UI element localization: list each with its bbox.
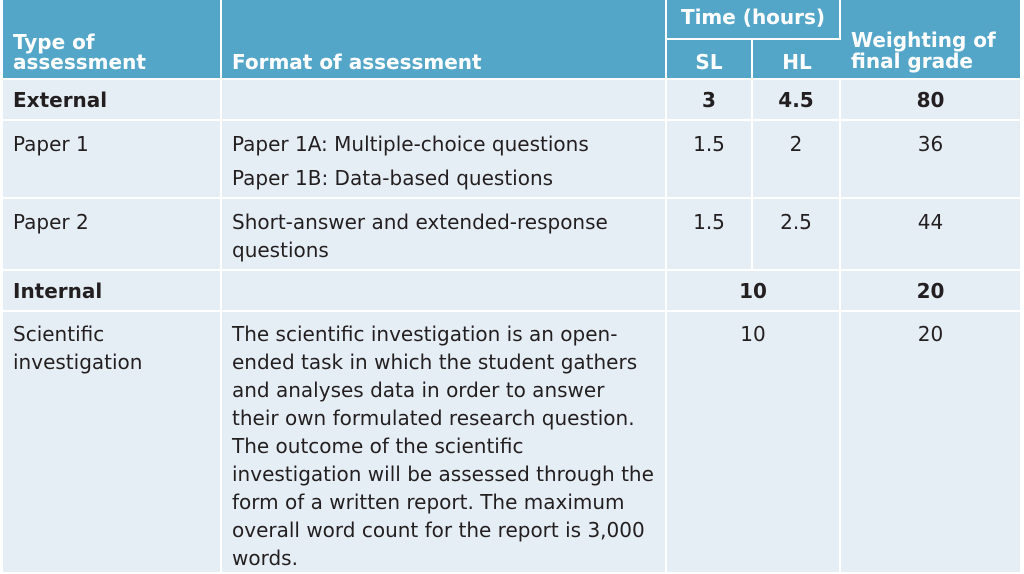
external-sl: 3 <box>667 80 753 121</box>
paper1-format <box>222 121 667 199</box>
header-format-of-assessment: Format of assessment <box>222 0 667 80</box>
paper1-sl: 1.5 <box>667 121 753 199</box>
external-weighting: 80 <box>841 80 1020 121</box>
header-weighting-line2: final grade <box>851 49 973 73</box>
paper1-format-line1: Paper 1A: Multiple-choice questions <box>232 132 589 156</box>
scientific-format: The scientific investigation is an open-ended task in which the student gathers and analyses data in order to answer their own formulated research question. The outcome of the scientific investigation will be assessed through the form of a written report. The maximum overall word count for the report is 3,000 words. <box>222 312 667 574</box>
header-hl: HL <box>753 40 841 80</box>
paper1-type: Paper 1 <box>3 121 222 199</box>
header-weighting <box>841 0 1020 80</box>
paper2-format: Short-answer and extended-response questions <box>222 199 667 271</box>
header-sl: SL <box>667 40 753 80</box>
external-format <box>222 80 667 121</box>
external-hl: 4.5 <box>753 80 841 121</box>
internal-type: Internal <box>3 271 222 312</box>
assessment-table <box>3 0 1020 574</box>
paper2-sl: 1.5 <box>667 199 753 271</box>
row-scientific-investigation <box>3 312 1020 574</box>
scientific-time: 10 <box>667 312 841 574</box>
scientific-type: Scientific investigation <box>3 312 222 574</box>
paper1-format-line2: Paper 1B: Data-based questions <box>232 166 554 190</box>
header-weighting-line1: Weighting of <box>851 28 996 52</box>
internal-weighting: 20 <box>841 271 1020 312</box>
header-time-hours: Time (hours) <box>667 0 841 40</box>
paper1-weighting: 36 <box>841 121 1020 199</box>
row-external <box>3 80 1020 121</box>
row-internal <box>3 271 1020 312</box>
paper2-hl: 2.5 <box>753 199 841 271</box>
internal-format <box>222 271 667 312</box>
header-type-of-assessment: Type of assessment <box>3 0 222 80</box>
paper2-type: Paper 2 <box>3 199 222 271</box>
row-paper1 <box>3 121 1020 199</box>
scientific-weighting: 20 <box>841 312 1020 574</box>
paper1-hl: 2 <box>753 121 841 199</box>
external-type: External <box>3 80 222 121</box>
row-paper2 <box>3 199 1020 271</box>
paper2-weighting: 44 <box>841 199 1020 271</box>
internal-time: 10 <box>667 271 841 312</box>
